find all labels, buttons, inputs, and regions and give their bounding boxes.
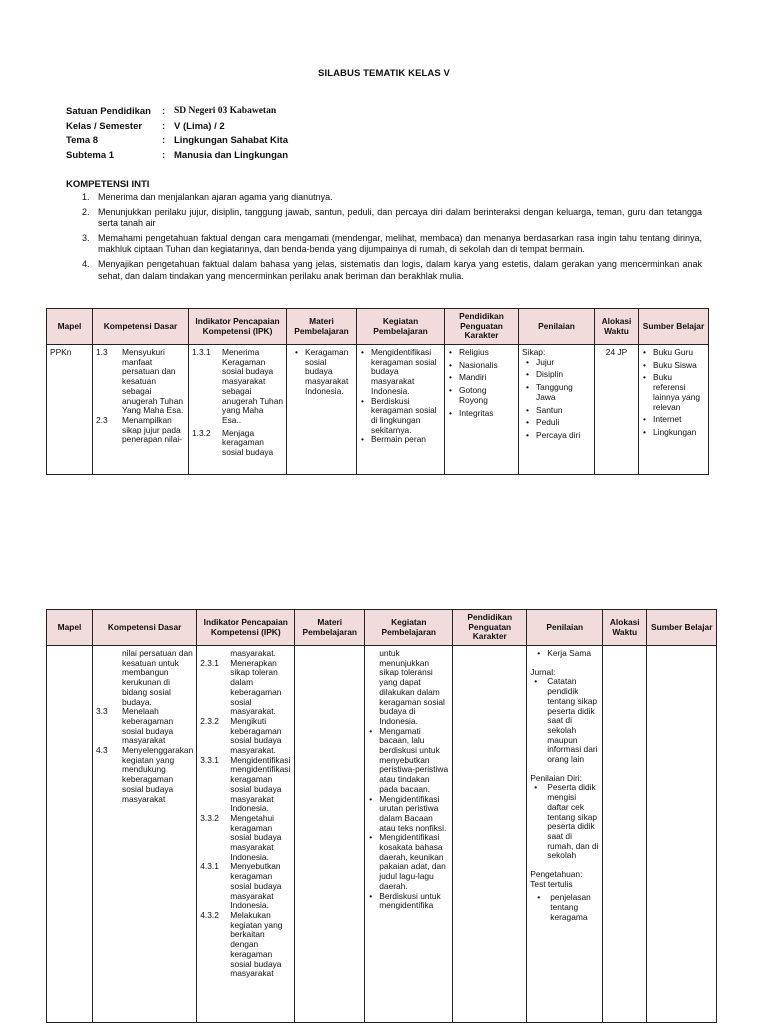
cell-mapel	[47, 345, 93, 475]
ipk-item	[200, 756, 291, 814]
kegiatan-item: • Mengamati bacaan, lalu berdiskusi untuk menyebutkan peristiwa-peristiwa atau tindakan pada bacaan.	[368, 727, 449, 795]
cell-kd	[93, 646, 197, 1023]
ipk-text: Mengetahui keragaman sosial budaya masyarakat Indonesia.	[230, 812, 282, 862]
materi-item: • Keragaman sosial budaya masyarakat Indonesia.	[294, 348, 353, 397]
table-row	[47, 646, 717, 1023]
ipk-text: Menjaga keragaman sosial budaya	[222, 427, 274, 458]
ki-text: Memahami pengetahuan faktual dengan cara mengamati (mendengar, melihat, membaca) dan menanya berdasarkan rasa ingin tahu tentang dirinya, makhluk ciptaan Tuhan dan kegiatannya, dan benda-benda yang dijumpainya di rumah, di sekolah dan di tempat bermain.	[98, 233, 702, 255]
penilaian-diri-item: • Peserta didik mengisi daftar cek tentang sikap peserta didik saat di rumah, dan di sekolah	[533, 783, 599, 861]
kd-number: 2.3	[96, 414, 108, 425]
penilaian-label: Sikap:	[522, 348, 546, 357]
sumber-item: • Buku referensi lainnya yang relevan	[642, 373, 705, 412]
test-label: Test tertulis	[530, 878, 573, 889]
header-sumber: Sumber Belajar	[647, 610, 717, 646]
karakter-item: • Religius	[448, 348, 515, 358]
kd-item	[96, 746, 193, 804]
ki-number: 1.	[82, 192, 90, 202]
ipk-item	[192, 348, 283, 426]
header-penilaian: Penilaian	[519, 309, 595, 345]
ipk-number: 2.3.1	[200, 657, 219, 668]
meta-label: Subtema 1	[66, 149, 115, 161]
kd-text: Menyelenggarakan kegiatan yang mendukung keberagaman sosial budaya masyarakat	[122, 745, 194, 804]
header-sumber: Sumber Belajar	[639, 309, 709, 345]
ki-text: Menerima dan menjalankan ajaran agama yang dianutnya.	[98, 192, 333, 202]
kd-number: 3.3	[96, 706, 108, 717]
ipk-continuation: masyarakat.	[230, 649, 276, 658]
header-materi: Materi Pembelajaran	[287, 309, 357, 345]
cell-karakter	[445, 345, 519, 475]
header-kegiatan: Kegiatan Pembelajaran	[365, 610, 453, 646]
header-mapel: Mapel	[47, 610, 93, 646]
cell-alokasi	[595, 345, 639, 475]
cell-penilaian	[527, 646, 603, 1023]
cell-mapel	[47, 646, 93, 1023]
kd-text: Mensyukuri manfaat persatuan dan kesatuan sebagai anugerah Tuhan Yang Maha Esa.	[122, 348, 184, 416]
header-karakter: Pendidikan Penguatan Karakter	[453, 610, 527, 646]
header-ipk: Indikator Pencapaian Kompetensi (IPK)	[189, 309, 287, 345]
kd-item	[96, 707, 193, 746]
kegiatan-continuation: untuk menunjukkan sikap toleransi yang dapat dilakukan dalam keragaman sosial budaya di Indonesia.	[379, 649, 445, 726]
ipk-text: Menyebutkan keragaman sosial budaya masyarakat Indonesia.	[230, 861, 282, 911]
cell-karakter	[453, 646, 527, 1023]
meta-colon: :	[162, 149, 166, 161]
header-karakter: Pendidikan Penguatan Karakter	[445, 309, 519, 345]
ipk-text: Mengidentifikasi mengidentifikasi keragaman sosial budaya masyarakat Indonesia.	[230, 754, 291, 814]
ipk-number: 4.3.2	[200, 909, 219, 920]
kd-text: Menampilkan sikap jujur pada penerapan nilai-	[122, 414, 183, 445]
ki-text: Menyajikan pengetahuan faktual dalam bahasa yang jelas, sistematis dan logis, dalam karya yang estetis, dalam gerakan yang mencerminkan anak sehat, dan dalam tindakan yang mencerminkan perilaku anak beriman dan berakhlak mulia.	[98, 259, 702, 281]
cell-materi	[287, 345, 357, 475]
ipk-number: 1.3.1	[192, 348, 211, 357]
ki-number: 3.	[82, 233, 90, 244]
penilaian-item: • Peduli	[525, 418, 591, 428]
ipk-item	[200, 814, 291, 863]
cell-kegiatan	[365, 646, 453, 1023]
page-title: SILABUS TEMATIK KELAS V	[318, 68, 450, 79]
ki-number: 4.	[82, 259, 90, 270]
kd-continuation: nilai persatuan dan kesatuan untuk membangun kerukunan di bidang sosial budaya.	[122, 649, 193, 707]
meta-value: Lingkungan Sahabat Kita	[174, 135, 289, 146]
sumber-item: • Lingkungan	[642, 428, 705, 438]
kegiatan-item: • Berdiskusi keragaman sosial di lingkungan sekitarnya.	[360, 397, 441, 436]
meta-value: Manusia dan Lingkungan	[174, 149, 289, 161]
ipk-number: 2.3.2	[200, 715, 219, 726]
sumber-item: • Internet	[642, 415, 705, 425]
meta-colon: :	[162, 106, 166, 117]
alokasi-value: 24 JP	[605, 348, 628, 357]
pengetahuan-label: Pengetahuan:	[530, 869, 583, 880]
sumber-item: • Buku Siswa	[642, 361, 705, 371]
cell-sumber	[639, 345, 709, 475]
jurnal-label: Jurnal:	[530, 666, 556, 677]
table-row	[47, 345, 709, 475]
kegiatan-item: • Berdiskusi untuk mengidentifika	[368, 892, 449, 911]
header-ipk: Indikator Pencapaian Kompetensi (IPK)	[197, 610, 295, 646]
ki-number: 2.	[82, 206, 90, 217]
header-kd: Kompetensi Dasar	[93, 610, 197, 646]
karakter-item: • Nasionalis	[448, 361, 515, 371]
kegiatan-item: • Mengidentifikasi urutan peristiwa dalam Bacaan atau teks nonfiksi.	[368, 795, 449, 834]
ipk-text: Menerima Keragaman sosial budaya masyarakat sebagai anugerah Tuhan yang Maha Esa..	[222, 348, 283, 425]
karakter-item: • Integritas	[448, 409, 515, 419]
ki-text: Menunjukkan perilaku jujur, disiplin, tanggung jawab, santun, peduli, dan percaya diri dalam berinteraksi dengan keluarga, teman, guru dan tetangga serta tanah air	[98, 206, 702, 229]
meta-value: SD Negeri 03 Kabawetan	[174, 106, 277, 116]
karakter-item: • Gotong Royong	[448, 386, 515, 405]
kd-item	[96, 416, 185, 445]
ipk-number: 3.3.1	[200, 754, 219, 765]
ipk-item	[200, 717, 291, 756]
kd-item	[96, 348, 185, 416]
penilaian-item: • Tanggung Jawa	[525, 383, 591, 402]
penilaian-diri-label: Penilaian Diri:	[530, 772, 582, 783]
header-kegiatan: Kegiatan Pembelajaran	[357, 309, 445, 345]
ipk-number: 4.3.1	[200, 861, 219, 872]
kd-text: Menelaah keberagaman sosial budaya masyarakat	[122, 706, 174, 746]
ipk-item	[200, 911, 291, 979]
karakter-item: • Mandiri	[448, 373, 515, 383]
ki-list	[66, 192, 702, 285]
ipk-item	[200, 862, 291, 911]
ipk-item	[192, 429, 283, 458]
header-kd: Kompetensi Dasar	[93, 309, 189, 345]
kegiatan-item: • Mengidentifikasi kosakata bahasa daerah, keunikan pakaian adat, dan judul lagu-lagu daerah.	[368, 833, 449, 891]
ki-item	[66, 192, 702, 203]
penilaian-item: • Jujur	[525, 358, 591, 368]
ipk-number: 1.3.2	[192, 427, 211, 438]
header-materi: Materi Pembelajaran	[295, 610, 365, 646]
table-header-row	[47, 610, 717, 646]
meta-value: V (Lima) / 2	[174, 120, 225, 132]
penilaian-item: • Disiplin	[525, 370, 591, 380]
meta-colon: :	[162, 135, 166, 146]
jurnal-item: • Catatan pendidik tentang sikap peserta didik saat di sekolah maupun informasi dari orang lain	[533, 677, 599, 764]
meta-label: Tema 8	[66, 135, 99, 146]
header-penilaian: Penilaian	[527, 610, 603, 646]
cell-kd	[93, 345, 189, 475]
cell-alokasi	[603, 646, 647, 1023]
ki-item	[66, 207, 702, 230]
test-item: • penjelasan tentang keragama	[536, 893, 599, 922]
syllabus-table-2	[46, 609, 717, 1023]
cell-kegiatan	[357, 345, 445, 475]
sumber-item: • Buku Guru	[642, 348, 705, 358]
header-alokasi: Alokasi Waktu	[595, 309, 639, 345]
kegiatan-item: • Mengidentifikasi keragaman sosial budaya masyarakat Indonesia.	[360, 348, 441, 397]
ipk-text: Melakukan kegiatan yang berkaitan dengan keragaman sosial budaya masyarakat	[230, 909, 283, 979]
meta-label: Kelas / Semester	[66, 120, 143, 132]
identity-block	[66, 106, 288, 164]
meta-colon: :	[162, 120, 166, 132]
ipk-text: Mengikuti keberagaman sosial budaya masyarakat.	[230, 715, 282, 756]
penilaian-item: • Percaya diri	[525, 431, 591, 441]
cell-ipk	[189, 345, 287, 475]
kegiatan-item: • Bermain peran	[360, 435, 441, 445]
cell-ipk	[197, 646, 295, 1023]
syllabus-table-1	[46, 308, 709, 475]
cell-sumber	[647, 646, 717, 1023]
cell-materi	[295, 646, 365, 1023]
ipk-text: Menerapkan sikap toleran dalam keberagaman sosial masyarakat.	[230, 657, 282, 717]
header-mapel: Mapel	[47, 309, 93, 345]
header-alokasi: Alokasi Waktu	[603, 610, 647, 646]
cell-penilaian	[519, 345, 595, 475]
kd-number: 1.3	[96, 348, 108, 357]
penilaian-item: • Kerja Sama	[536, 649, 599, 659]
table-header-row	[47, 309, 709, 345]
penilaian-item: • Santun	[525, 406, 591, 416]
kd-number: 4.3	[96, 745, 108, 756]
ipk-number: 3.3.2	[200, 812, 219, 823]
ipk-item	[200, 659, 291, 717]
mapel-value: PPKn	[50, 348, 72, 357]
meta-label: Satuan Pendidikan	[66, 106, 151, 117]
ki-item	[66, 233, 702, 256]
ki-heading: KOMPETENSI INTI	[66, 179, 150, 190]
ki-item	[66, 259, 702, 282]
